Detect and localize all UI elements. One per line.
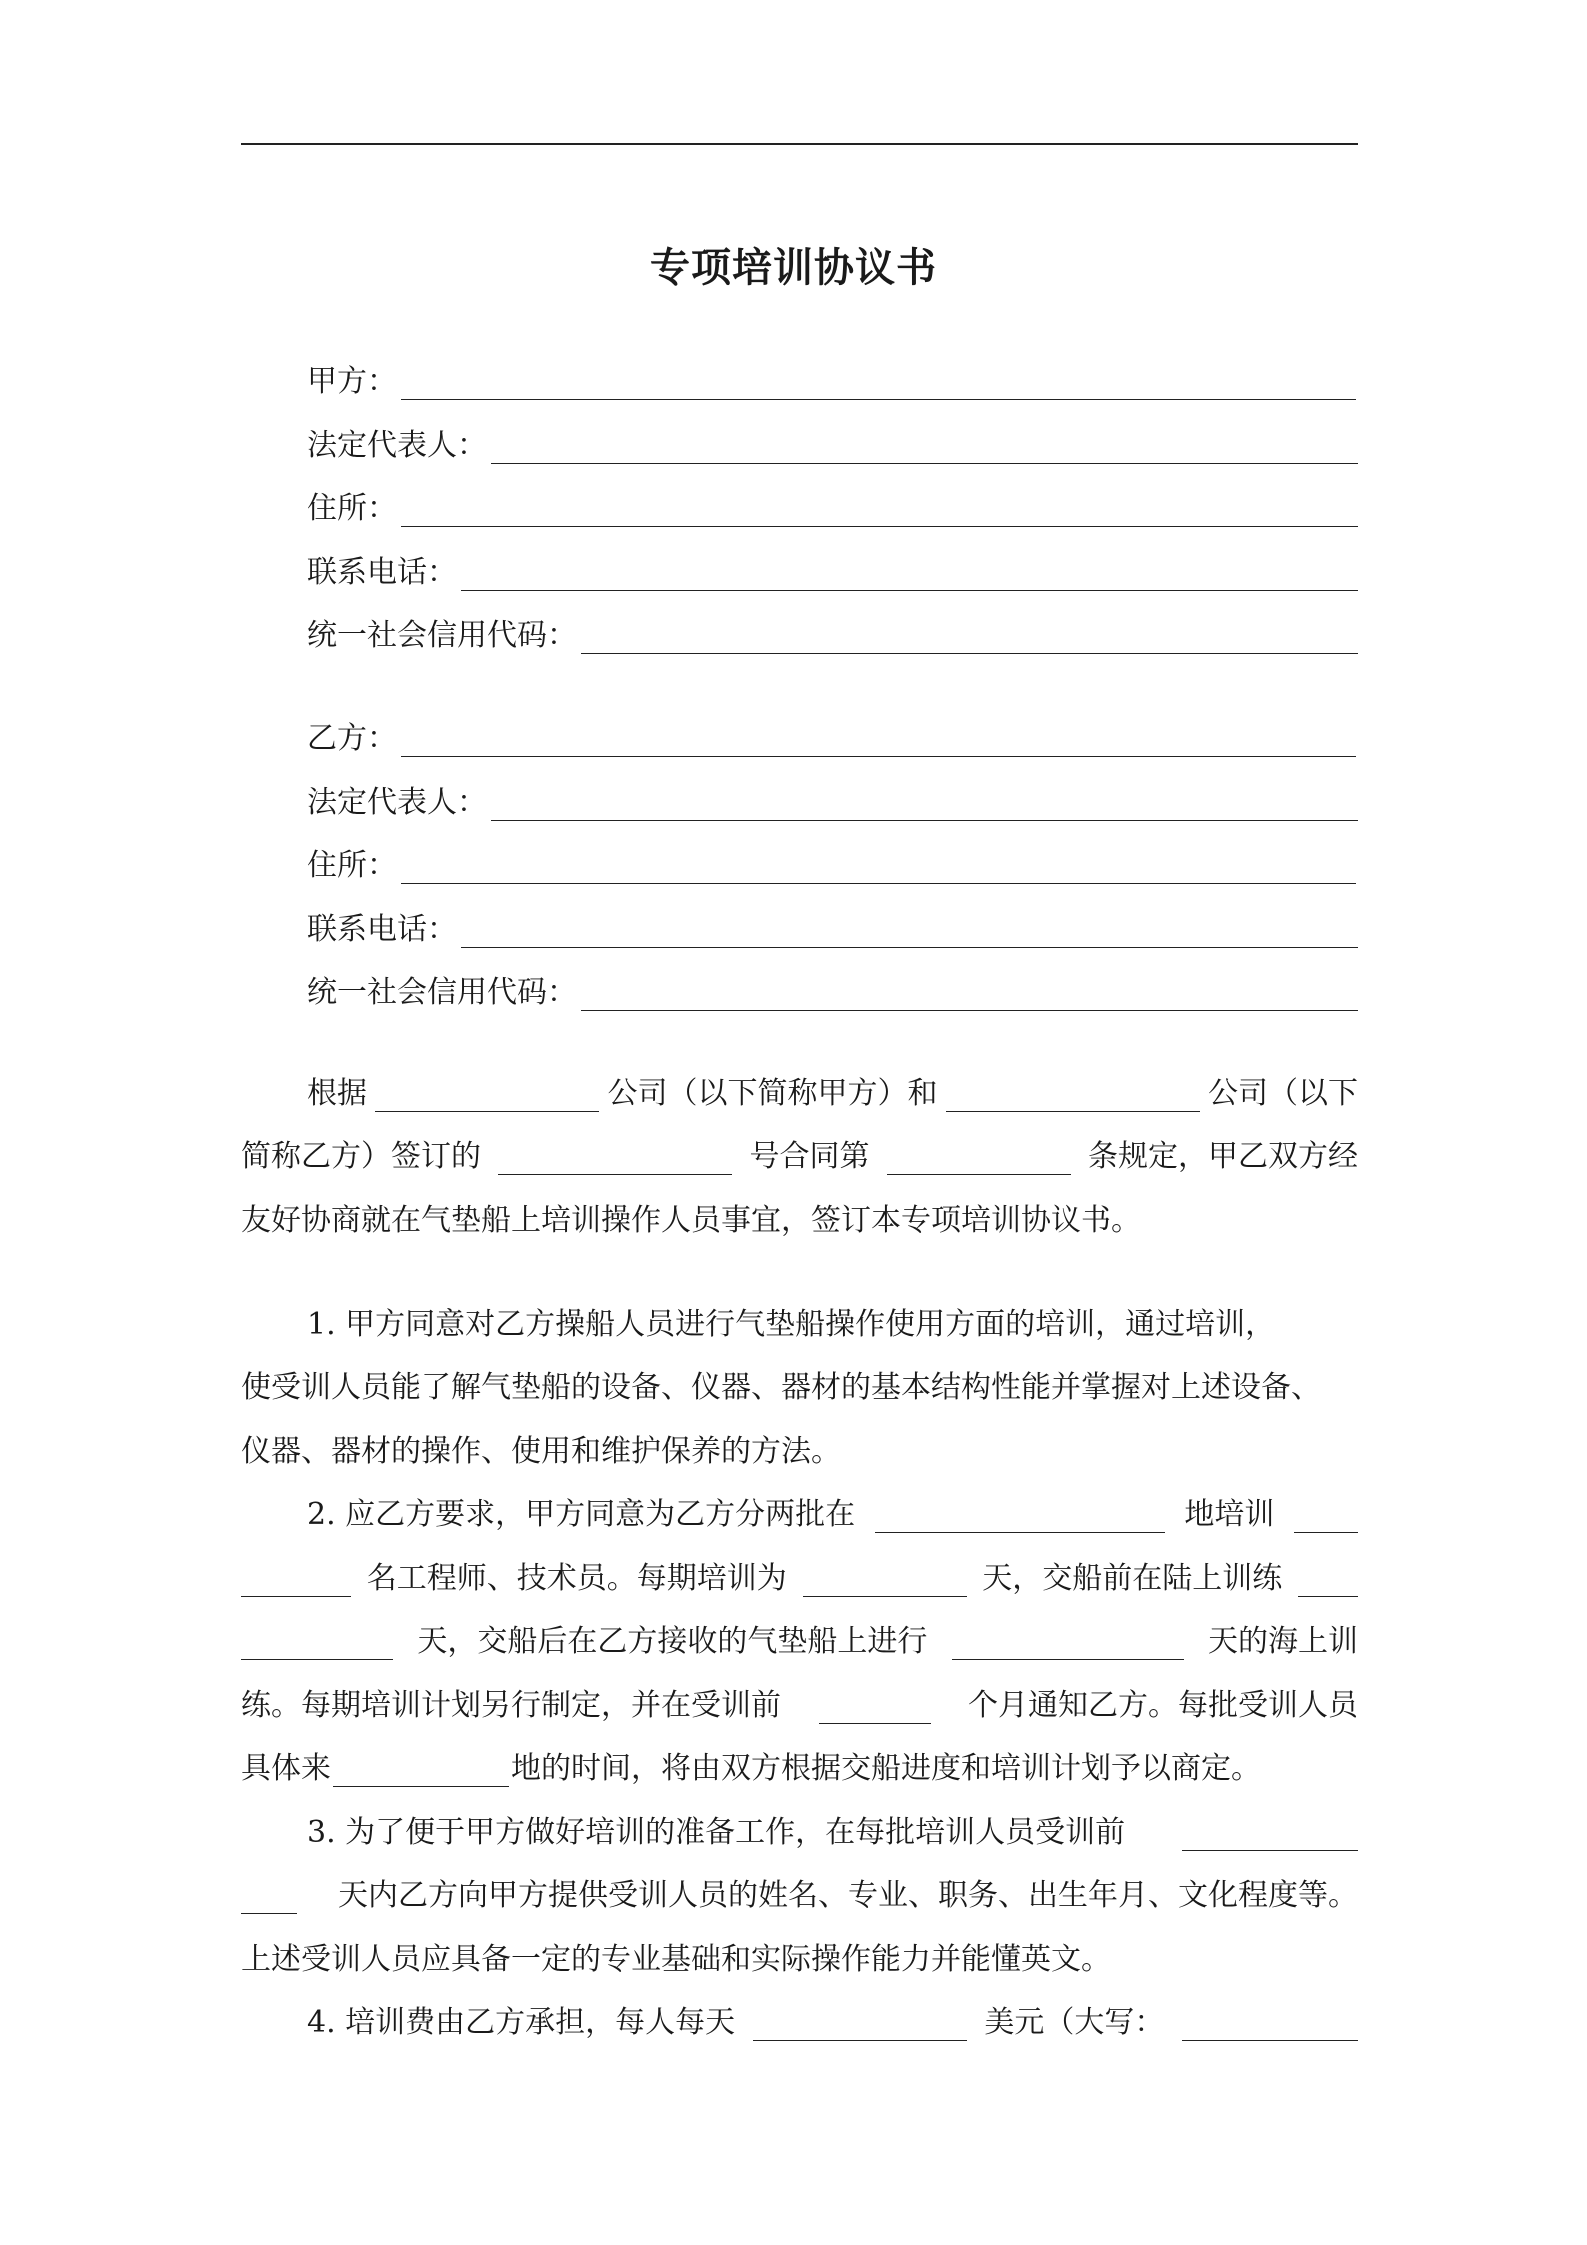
- clause-text: 天，交船后在乙方接收的气垫船上进行: [417, 1624, 928, 1659]
- party-a-rep-label: 法定代表人：: [307, 428, 487, 463]
- intro-contract-no-blank[interactable]: [498, 1138, 732, 1175]
- party-a-phone-field: [307, 551, 1358, 595]
- party-b-credit-blank[interactable]: [581, 974, 1358, 1011]
- clause-3-line-3: [241, 1938, 1358, 1982]
- notice-months-blank[interactable]: [819, 1687, 931, 1724]
- clause-text: 名工程师、技术员。每期培训为: [366, 1561, 787, 1596]
- clause-text: 上述受训人员应具备一定的专业基础和实际操作能力并能懂英文。: [241, 1942, 1111, 1977]
- clause-text: 练。每期培训计划另行制定，并在受训前: [241, 1688, 781, 1723]
- clause-text: 美元（大写：: [984, 2005, 1165, 2040]
- clause-text: 天的海上训: [1207, 1624, 1358, 1659]
- clause-text: 地的时间，将由双方根据交船进度和培训计划予以商定。: [511, 1751, 1261, 1786]
- party-a-address-blank[interactable]: [401, 490, 1358, 527]
- clause-text: 仪器、器材的操作、使用和维护保养的方法。: [241, 1434, 841, 1469]
- trainee-count-blank-a[interactable]: [1294, 1496, 1358, 1533]
- intro-text: 号合同第: [749, 1139, 870, 1174]
- clause-4-line-1: [241, 2001, 1358, 2045]
- intro-text: 简称乙方）签订的: [241, 1139, 481, 1174]
- fee-in-words-blank[interactable]: [1182, 2004, 1358, 2041]
- clause-text: 具体来: [241, 1751, 331, 1786]
- intro-text: 根据: [307, 1076, 367, 1111]
- clause-2-line-5: [241, 1747, 1358, 1791]
- training-days-blank[interactable]: [803, 1560, 967, 1597]
- clause-text: 个月通知乙方。每批受训人员: [968, 1688, 1358, 1723]
- intro-text: 公司（以下: [1208, 1076, 1358, 1111]
- party-a-rep-blank[interactable]: [491, 427, 1358, 464]
- intro-line-1: [241, 1072, 1358, 1116]
- clause-text: 天，交船前在陆上训练: [982, 1561, 1283, 1596]
- party-b-credit-field: [307, 971, 1358, 1015]
- land-training-blank-a[interactable]: [1298, 1560, 1358, 1597]
- party-a-name-field: [307, 360, 1356, 404]
- party-a-address-label: 住所：: [307, 491, 397, 526]
- clause-2-line-3: [241, 1620, 1358, 1664]
- intro-clause-no-blank[interactable]: [887, 1138, 1071, 1175]
- intro-line-3: [241, 1199, 1358, 1243]
- party-a-rep-field: [307, 424, 1358, 468]
- intro-text: 条规定，甲乙双方经: [1088, 1139, 1358, 1174]
- party-b-name-blank[interactable]: [401, 720, 1356, 757]
- clause-text: 地培训: [1184, 1497, 1275, 1532]
- party-b-phone-label: 联系电话：: [307, 912, 457, 947]
- party-a-address-field: [307, 487, 1358, 531]
- pre-training-days-blank-b[interactable]: [241, 1877, 297, 1914]
- party-a-credit-label: 统一社会信用代码：: [307, 618, 577, 653]
- clause-2-line-2: [241, 1557, 1358, 1601]
- document-title: 专项培训协议书: [650, 244, 937, 291]
- arrival-location-blank[interactable]: [333, 1750, 509, 1787]
- clause-text: 天内乙方向甲方提供受训人员的姓名、专业、职务、出生年月、文化程度等。: [338, 1878, 1358, 1913]
- clause-text: 2. 应乙方要求，甲方同意为乙方分两批在: [307, 1497, 856, 1532]
- party-a-credit-blank[interactable]: [581, 617, 1358, 654]
- party-b-address-blank[interactable]: [401, 847, 1356, 884]
- party-b-name-label: 乙方：: [307, 721, 397, 756]
- party-a-name-label: 甲方：: [307, 364, 397, 399]
- sea-training-days-blank[interactable]: [952, 1623, 1184, 1660]
- clause-text: 4. 培训费由乙方承担，每人每天: [307, 2005, 736, 2040]
- intro-company-a-blank[interactable]: [375, 1075, 599, 1112]
- clause-text: 1. 甲方同意对乙方操船人员进行气垫船操作使用方面的培训，通过培训，: [307, 1307, 1276, 1342]
- intro-line-2: [241, 1135, 1358, 1179]
- clause-1-line-3: [241, 1430, 1358, 1474]
- party-b-rep-blank[interactable]: [491, 784, 1358, 821]
- party-a-name-blank[interactable]: [401, 363, 1356, 400]
- clause-1-line-1: [241, 1303, 1358, 1347]
- party-a-phone-label: 联系电话：: [307, 555, 457, 590]
- party-b-credit-label: 统一社会信用代码：: [307, 975, 577, 1010]
- training-location-blank[interactable]: [875, 1496, 1165, 1533]
- intro-text: 公司（以下简称甲方）和: [607, 1076, 938, 1111]
- party-b-address-field: [307, 844, 1356, 888]
- trainee-count-blank-b[interactable]: [241, 1560, 351, 1597]
- intro-company-b-blank[interactable]: [946, 1075, 1200, 1112]
- party-b-rep-label: 法定代表人：: [307, 785, 487, 820]
- party-b-phone-field: [307, 908, 1358, 952]
- party-a-credit-field: [307, 614, 1358, 658]
- party-b-name-field: [307, 717, 1356, 761]
- clause-2-line-4: [241, 1684, 1358, 1728]
- land-training-blank-b[interactable]: [241, 1623, 393, 1660]
- clause-text: 3. 为了便于甲方做好培训的准备工作，在每批培训人员受训前: [307, 1815, 1126, 1850]
- party-a-phone-blank[interactable]: [461, 554, 1358, 591]
- daily-fee-blank[interactable]: [753, 2004, 967, 2041]
- party-b-phone-blank[interactable]: [461, 911, 1358, 948]
- pre-training-days-blank-a[interactable]: [1182, 1814, 1358, 1851]
- clause-2-line-1: [241, 1493, 1358, 1537]
- party-b-address-label: 住所：: [307, 848, 397, 883]
- intro-text: 友好协商就在气垫船上培训操作人员事宜，签订本专项培训协议书。: [241, 1203, 1141, 1238]
- clause-3-line-1: [241, 1811, 1358, 1855]
- party-b-rep-field: [307, 781, 1358, 825]
- clause-text: 使受训人员能了解气垫船的设备、仪器、器材的基本结构性能并掌握对上述设备、: [241, 1370, 1321, 1405]
- clause-3-line-2: [241, 1874, 1358, 1918]
- clause-1-line-2: [241, 1366, 1358, 1410]
- header-rule: [241, 143, 1358, 145]
